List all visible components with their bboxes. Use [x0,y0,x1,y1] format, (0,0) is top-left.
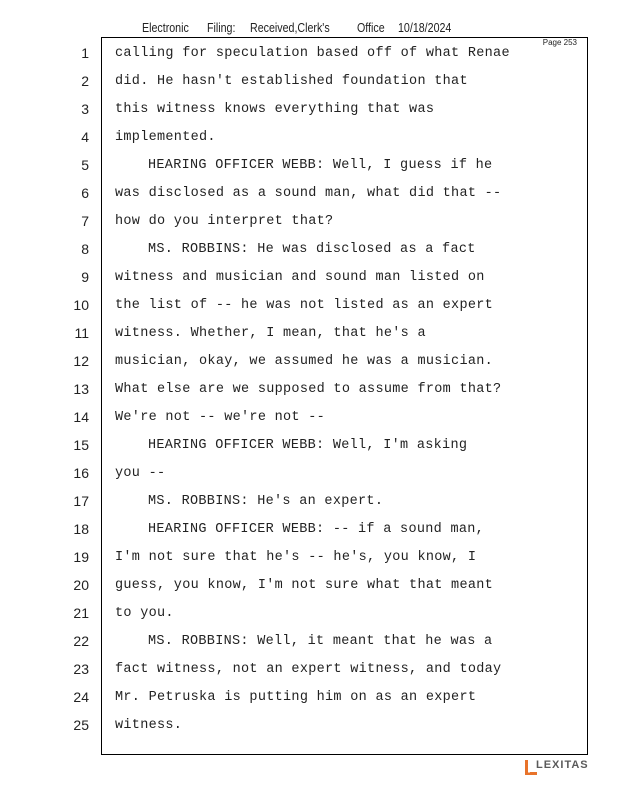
line-number: 20 [73,577,89,593]
transcript-line: witness. Whether, I mean, that he's a [115,326,426,341]
transcript-line: did. He hasn't established foundation that [115,74,468,89]
transcript-line: this witness knows everything that was [115,102,435,117]
line-number: 2 [81,73,89,89]
line-number: 18 [73,521,89,537]
line-number: 15 [73,437,89,453]
transcript-line: What else are we supposed to assume from that? [115,382,502,397]
transcript-line: We're not -- we're not -- [115,410,326,425]
lexitas-logo [524,758,594,776]
page-number: Page 253 [542,38,577,47]
transcript-line: fact witness, not an expert witness, and today [115,662,502,677]
line-number: 23 [73,661,89,677]
line-number: 1 [81,45,89,61]
transcript-line: witness and musician and sound man listed on [115,270,485,285]
line-number: 14 [73,409,89,425]
transcript-line: you -- [115,466,166,481]
line-number: 21 [73,605,89,621]
line-number: 17 [73,493,89,509]
line-number: 19 [73,549,89,565]
line-number: 7 [81,213,89,229]
transcript-line: to you. [115,606,174,621]
transcript-line: HEARING OFFICER WEBB: Well, I guess if he [148,158,493,173]
transcript-line: MS. ROBBINS: He was disclosed as a fact [148,242,476,257]
line-number: 22 [73,633,89,649]
line-number: 24 [73,689,89,705]
transcript-line: guess, you know, I'm not sure what that meant [115,578,494,593]
transcript-line: musician, okay, we assumed he was a musician. [115,354,494,369]
transcript-line: Mr. Petruska is putting him on as an expert [115,690,477,705]
header-office: Office [357,20,385,35]
transcript-line: witness. [115,718,183,733]
header-electronic: Electronic [142,20,189,35]
header-received-clerks: Received,Clerk's [250,20,330,35]
filing-stamp-header [0,18,618,36]
line-number: 12 [73,353,89,369]
line-number: 3 [81,101,89,117]
transcript-line: I'm not sure that he's -- he's, you know, I [115,550,477,565]
line-number: 4 [81,129,89,145]
line-number: 5 [81,157,89,173]
line-number: 10 [73,297,89,313]
lexitas-wordmark: LEXITAS [536,759,589,771]
transcript-line: MS. ROBBINS: Well, it meant that he was a [148,634,493,649]
transcript-line: MS. ROBBINS: He's an expert. [148,494,384,509]
line-number: 16 [73,465,89,481]
line-number: 9 [81,269,89,285]
transcript-line: was disclosed as a sound man, what did that -- [115,186,502,201]
transcript-line: calling for speculation based off of what Renae [115,46,510,61]
header-filing: Filing: [207,20,236,35]
line-number: 13 [73,381,89,397]
line-number: 11 [74,325,89,341]
line-number: 25 [73,717,89,733]
transcript-line: HEARING OFFICER WEBB: Well, I'm asking [148,438,468,453]
transcript-line: HEARING OFFICER WEBB: -- if a sound man, [148,522,485,537]
line-number: 6 [81,185,89,201]
transcript-line: implemented. [115,130,216,145]
header-date: 10/18/2024 [398,20,452,35]
line-number: 8 [81,241,89,257]
transcript-line: the list of -- he was not listed as an expert [115,298,494,313]
transcript-line: how do you interpret that? [115,214,334,229]
